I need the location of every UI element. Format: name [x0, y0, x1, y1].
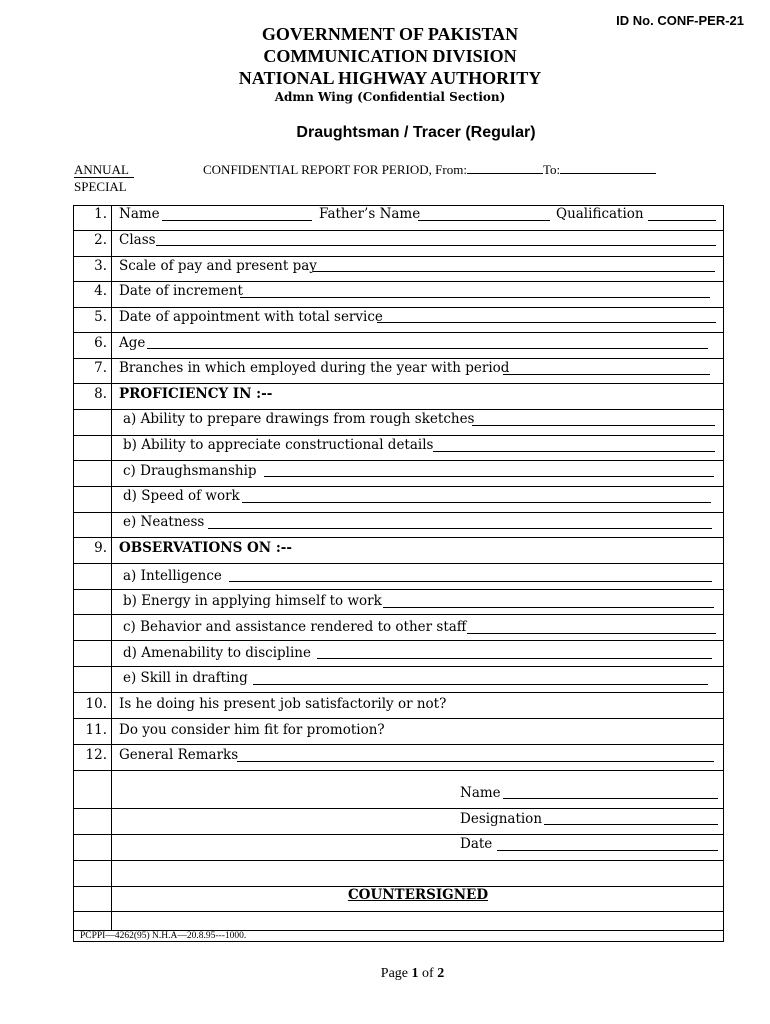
row-divider: [73, 281, 724, 282]
observations-discipline-field[interactable]: [317, 658, 712, 659]
report-type-divider: [74, 177, 134, 178]
header-division: COMMUNICATION DIVISION: [263, 46, 517, 66]
period-from-field[interactable]: [467, 162, 543, 174]
general-remarks-field[interactable]: [237, 761, 714, 762]
period-to-field[interactable]: [560, 162, 656, 174]
row-divider: [73, 512, 724, 513]
class-field[interactable]: [156, 245, 716, 246]
observations-heading: OBSERVATIONS ON :--: [119, 540, 293, 556]
row-divider: [73, 614, 724, 615]
observations-drafting-field[interactable]: [253, 684, 708, 685]
page-total: 2: [437, 966, 445, 981]
branches-label: Branches in which employed during the year with period: [119, 360, 510, 376]
row-divider: [73, 383, 724, 384]
row-divider: [73, 589, 724, 590]
pay-scale-label: Scale of pay and present pay: [119, 258, 317, 274]
proficiency-speed-label: d) Speed of work: [123, 488, 240, 504]
print-reference: PCPPI—4262(95) N.H.A—20.8.95---1000.: [80, 931, 247, 941]
row-number: 10.: [85, 696, 107, 712]
row-divider: [73, 332, 724, 333]
page-word: Page: [380, 966, 409, 981]
signature-designation-field[interactable]: [544, 824, 718, 825]
pay-scale-field[interactable]: [313, 271, 715, 272]
row-divider: [73, 358, 724, 359]
observations-energy-field[interactable]: [383, 607, 714, 608]
name-label: Name: [119, 206, 160, 222]
age-label: Age: [119, 335, 146, 351]
proficiency-construction-field[interactable]: [433, 451, 715, 452]
row-number: 11.: [85, 722, 107, 738]
general-remarks-label: General Remarks: [119, 747, 239, 763]
report-period: [203, 162, 656, 178]
observations-drafting-label: e) Skill in drafting: [123, 670, 248, 686]
observations-behavior-label: c) Behavior and assistance rendered to other staff: [123, 619, 467, 635]
signature-name-field[interactable]: [503, 798, 718, 799]
form-title: Draughtsman / Tracer (Regular): [296, 124, 536, 141]
signature-date-label: Date: [460, 836, 493, 852]
row-divider: [73, 834, 724, 835]
row-divider: [73, 256, 724, 257]
increment-date-label: Date of increment: [119, 283, 243, 299]
age-field[interactable]: [147, 348, 708, 349]
row-divider: [73, 744, 724, 745]
row-divider: [73, 666, 724, 667]
row-divider: [73, 770, 724, 771]
page-number: [0, 966, 770, 982]
proficiency-speed-field[interactable]: [242, 502, 711, 503]
report-type-annual: ANNUAL: [74, 162, 129, 177]
row-divider: [73, 718, 724, 719]
document-id: ID No. CONF-PER-21: [616, 13, 744, 28]
row-number: 3.: [94, 258, 107, 274]
row-divider: [73, 486, 724, 487]
proficiency-drawings-label: a) Ability to prepare drawings from rough sketches: [123, 411, 475, 427]
signature-name-label: Name: [460, 785, 501, 801]
increment-date-field[interactable]: [240, 297, 710, 298]
satisfactory-question: Is he doing his present job satisfactorily or not?: [119, 696, 447, 712]
row-number: 12.: [85, 747, 107, 763]
row-number: 4.: [94, 283, 107, 299]
observations-energy-label: b) Energy in applying himself to work: [123, 593, 382, 609]
proficiency-draughtsmanship-label: c) Draughsmanship: [123, 463, 257, 479]
signature-designation-label: Designation: [460, 811, 543, 827]
row-number: 7.: [94, 360, 107, 376]
row-number: 1.: [94, 206, 107, 222]
branches-field[interactable]: [503, 374, 710, 375]
name-field[interactable]: [162, 220, 312, 221]
row-number: 5.: [94, 309, 107, 325]
countersigned-heading: COUNTERSIGNED: [347, 887, 489, 903]
row-number: 9.: [94, 540, 107, 556]
page-of: of: [422, 966, 434, 981]
fathers-name-label: Father’s Name: [319, 206, 421, 222]
row-number: 6.: [94, 335, 107, 351]
row-divider: [73, 230, 724, 231]
header-authority: NATIONAL HIGHWAY AUTHORITY: [238, 68, 542, 88]
period-from-label: CONFIDENTIAL REPORT FOR PERIOD, From:: [203, 162, 467, 177]
qualification-label: Qualification: [556, 206, 644, 222]
row-number: 2.: [94, 232, 107, 248]
row-divider: [73, 435, 724, 436]
row-number: 8.: [94, 386, 107, 402]
observations-behavior-field[interactable]: [467, 633, 716, 634]
row-divider: [73, 808, 724, 809]
signature-date-field[interactable]: [497, 850, 718, 851]
period-to-label: To:: [542, 162, 561, 177]
observations-intelligence-field[interactable]: [229, 581, 712, 582]
row-divider: [73, 640, 724, 641]
proficiency-draughtsmanship-field[interactable]: [264, 476, 714, 477]
row-divider: [73, 911, 724, 912]
row-divider: [73, 537, 724, 538]
row-divider: [73, 409, 724, 410]
report-type-special: SPECIAL: [74, 179, 127, 194]
proficiency-heading: PROFICIENCY IN :--: [119, 386, 273, 402]
appointment-date-field[interactable]: [377, 322, 716, 323]
observations-intelligence-label: a) Intelligence: [123, 568, 222, 584]
row-divider: [73, 563, 724, 564]
qualification-field[interactable]: [648, 220, 716, 221]
proficiency-neatness-field[interactable]: [208, 528, 712, 529]
proficiency-construction-label: b) Ability to appreciate constructional details: [123, 437, 434, 453]
row-divider: [73, 307, 724, 308]
promotion-question: Do you consider him fit for promotion?: [119, 722, 385, 738]
class-label: Class: [119, 232, 156, 248]
observations-discipline-label: d) Amenability to discipline: [123, 645, 311, 661]
header-wing: Admn Wing (Confidential Section): [274, 90, 506, 104]
row-divider: [73, 860, 724, 861]
header-government: GOVERNMENT OF PAKISTAN: [261, 24, 519, 44]
proficiency-drawings-field[interactable]: [472, 425, 715, 426]
appointment-date-label: Date of appointment with total service: [119, 309, 383, 325]
table-column-divider: [111, 205, 112, 930]
row-divider: [73, 460, 724, 461]
row-divider: [73, 692, 724, 693]
proficiency-neatness-label: e) Neatness: [123, 514, 205, 530]
fathers-name-field[interactable]: [418, 220, 550, 221]
page-current: 1: [411, 966, 419, 981]
